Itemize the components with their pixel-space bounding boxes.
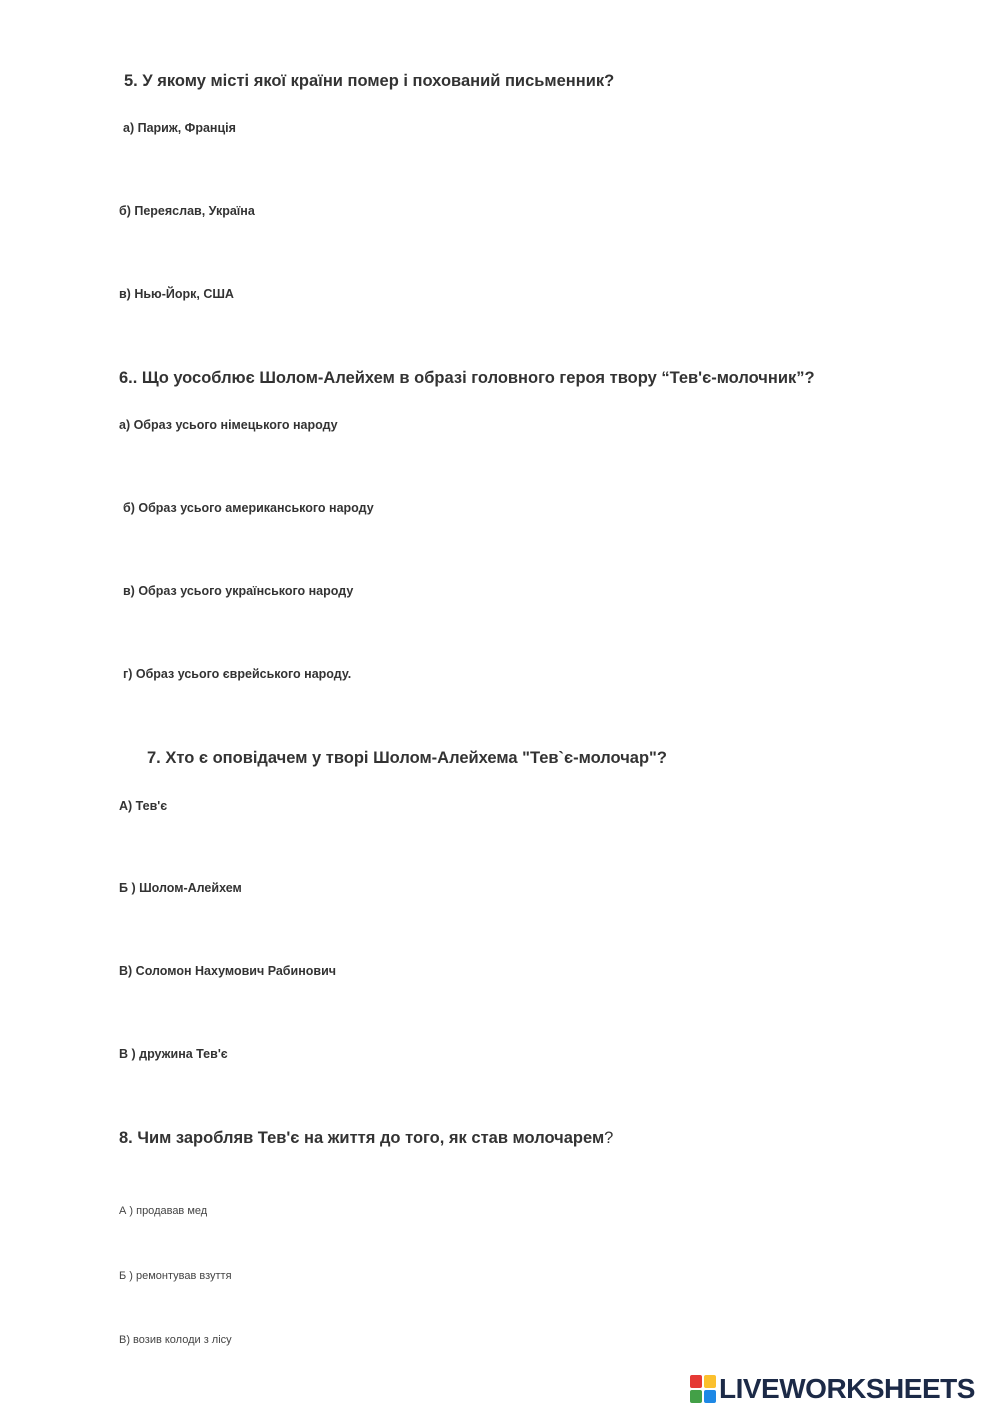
question-8-option-c[interactable]: В) возив колоди з лісу (119, 1334, 232, 1346)
question-5-option-c[interactable]: в) Нью-Йорк, США (119, 287, 234, 301)
question-7-option-a[interactable]: А) Тев'є (119, 799, 168, 813)
question-7-option-d[interactable]: В ) дружина Тев'є (119, 1047, 228, 1061)
liveworksheets-logo (690, 1374, 975, 1404)
question-7-title: 7. Хто є оповідачем у творі Шолом-Алейхема "Тев`є-молочар"? (147, 749, 667, 767)
question-8-option-b[interactable]: Б ) ремонтував взуття (119, 1270, 232, 1282)
question-8-option-a[interactable]: А ) продавав мед (119, 1205, 208, 1217)
question-5-option-a[interactable]: а) Париж, Франція (123, 121, 236, 135)
question-6-option-c[interactable]: в) Образ усього українського народу (123, 584, 354, 598)
question-6-option-d[interactable]: г) Образ усього єврейського народу. (123, 667, 352, 681)
question-5-title: 5. У якому місті якої країни помер і похований письменник? (124, 72, 615, 90)
question-8-title-text: 8. Чим заробляв Тев'є на життя до того, як став молочарем (119, 1129, 605, 1147)
question-6-title: 6.. Що уособлює Шолом-Алейхем в образі головного героя твору “Тев'є-молочник”? (119, 369, 815, 387)
question-5-option-b[interactable]: б) Переяслав, Україна (119, 204, 255, 218)
question-8-title (119, 1129, 613, 1148)
logo-block-blue (704, 1390, 716, 1403)
question-6-option-b[interactable]: б) Образ усього американського народу (123, 501, 374, 515)
question-7-option-b[interactable]: Б ) Шолом-Алейхем (119, 881, 242, 895)
logo-text: LIVEWORKSHEETS (719, 1373, 975, 1404)
logo-block-green (690, 1390, 702, 1403)
question-7-option-c[interactable]: В) Соломон Нахумович Рабинович (119, 964, 337, 978)
question-6-option-a[interactable]: а) Образ усього німецького народу (119, 418, 338, 432)
logo-block-red (690, 1375, 702, 1388)
question-8-question-mark: ? (604, 1129, 614, 1147)
logo-block-yellow (704, 1375, 716, 1388)
live-blocks-icon (690, 1375, 716, 1403)
